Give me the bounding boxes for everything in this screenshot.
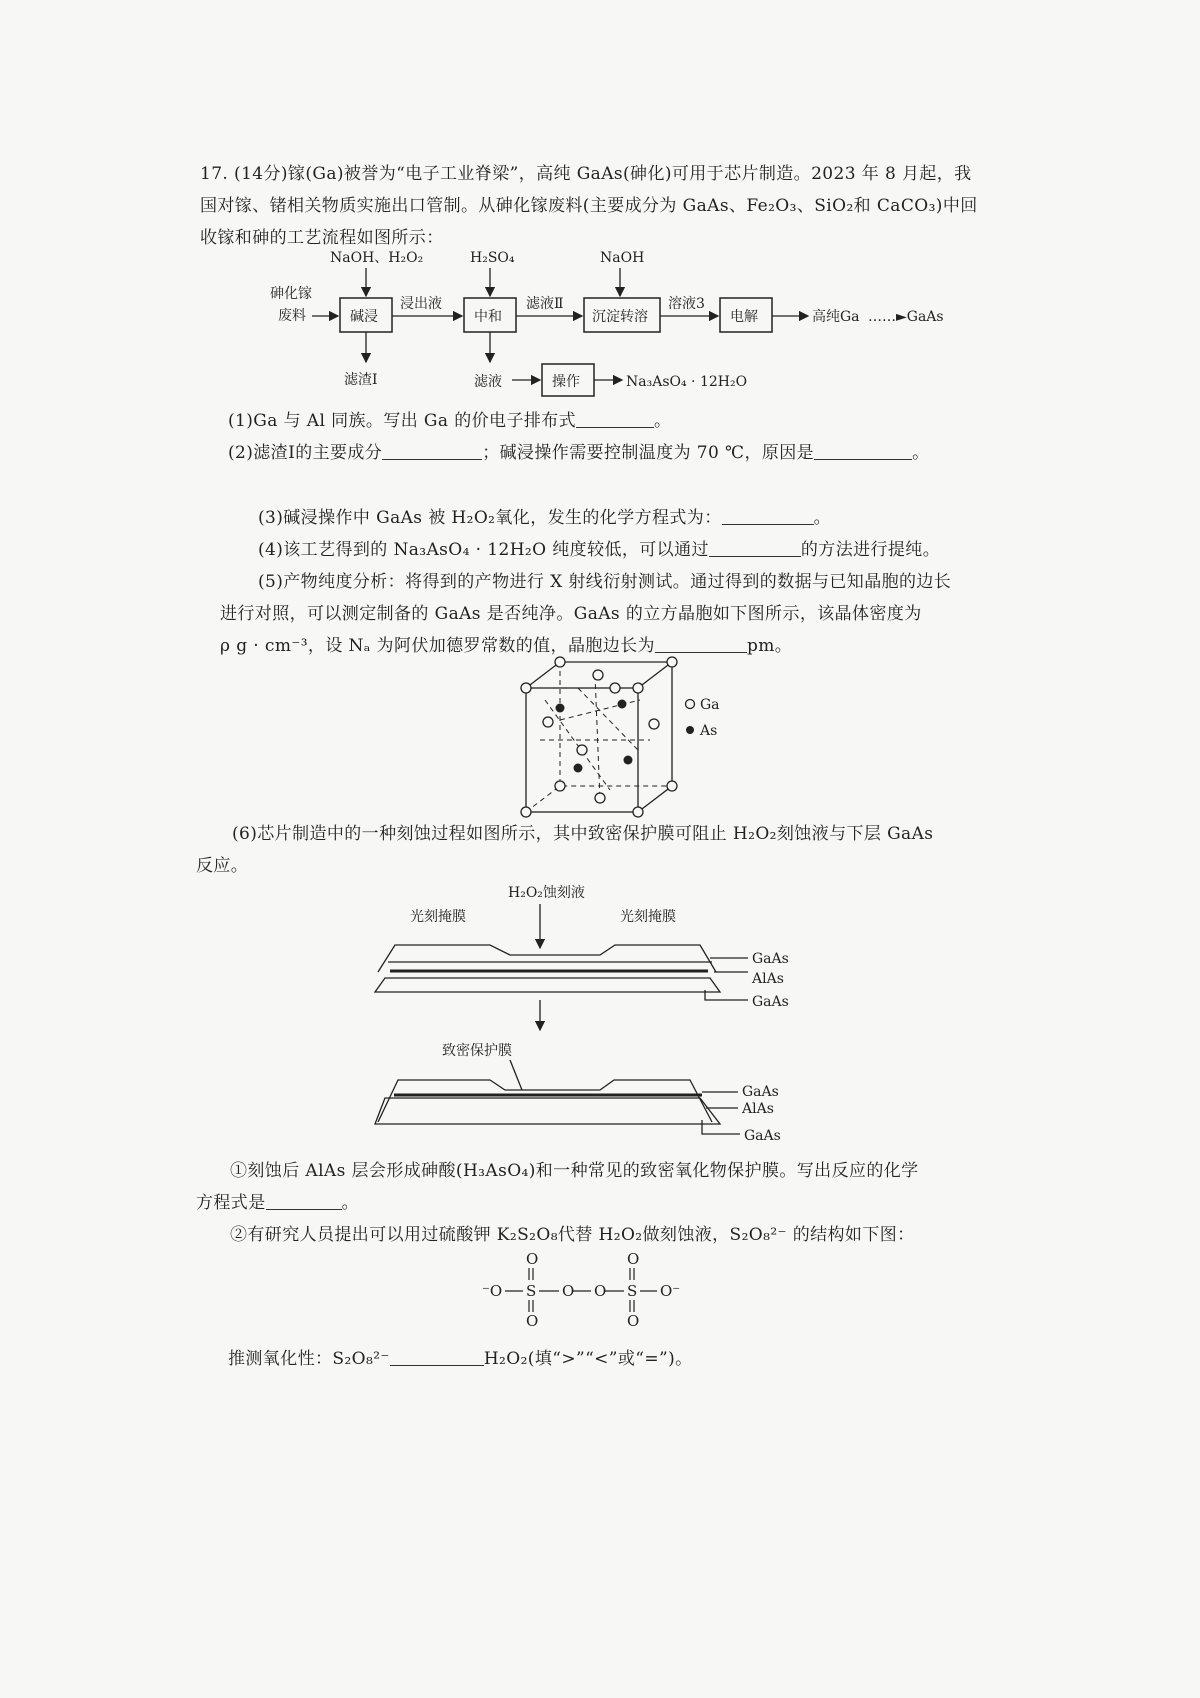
- question-6-3: 推测氧化性：S₂O₈²⁻ H₂O₂(填“>”“<”或“=”)。: [228, 1349, 693, 1369]
- question-6-1-line-2: 方程式是 。: [196, 1193, 360, 1213]
- s2-o-top: O: [627, 1250, 640, 1268]
- mask-right-label: 光刻掩膜: [620, 909, 676, 925]
- leach-label: 碱浸: [350, 309, 378, 325]
- s2-o-bottom: O: [627, 1312, 640, 1330]
- feed-label: 砷化镓: [270, 286, 312, 302]
- residue-1: 滤渣Ⅰ: [344, 372, 378, 388]
- question-5-line-2: 进行对照，可以测定制备的 GaAs 是否纯净。GaAs 的立方晶胞如下图所示，该晶体密度为: [220, 604, 922, 624]
- intro-line-2: 国对镓、锗相关物质实施出口管制。从砷化镓废料(主要成分为 GaAs、Fe₂O₃、SiO₂和 CaCO₃)中回: [200, 196, 978, 216]
- legend-as: As: [700, 723, 718, 739]
- question-5-line-3: ρ g · cm⁻³，设 Nₐ 为阿伏加德罗常数的值，晶胞边长为 pm。: [220, 636, 793, 656]
- question-4: (4)该工艺得到的 Na₃AsO₄ · 12H₂O 纯度较低，可以通过 的方法进行提纯。: [258, 540, 941, 560]
- stream-2: 滤液Ⅱ: [526, 296, 564, 312]
- intro-line-3: 收镓和砷的工艺流程如图所示：: [200, 228, 444, 248]
- legend-ga: Ga: [700, 697, 720, 713]
- bridge-o-2: O: [594, 1282, 607, 1300]
- neutralize-label: 中和: [474, 309, 502, 325]
- s1-o-top: O: [526, 1250, 539, 1268]
- question-6-2: ②有研究人员提出可以用过硫酸钾 K₂S₂O₈代替 H₂O₂做刻蚀液，S₂O₈²⁻ 的结构如下图：: [230, 1225, 915, 1245]
- intro-line-1: 17. (14分)镓(Ga)被誉为“电子工业脊梁”，高纯 GaAs(砷化)可用于芯片制造。2023 年 8 月起，我: [200, 164, 972, 184]
- b-layer-2-label: AlAs: [742, 1101, 774, 1117]
- question-2: (2)滤渣Ⅰ的主要成分 ；碱浸操作需要控制温度为 70 ℃，原因是 。: [228, 443, 930, 463]
- protect-label: 致密保护膜: [442, 1043, 512, 1059]
- layer-3-label: GaAs: [752, 994, 789, 1010]
- stream-1: 浸出液: [400, 296, 442, 312]
- precip-label: 沉淀转溶: [592, 309, 648, 325]
- reagent-3: NaOH: [600, 250, 645, 266]
- electrolysis-label: 电解: [730, 309, 758, 325]
- question-5-line-1: (5)产物纯度分析：将得到的产物进行 X 射线衍射测试。通过得到的数据与已知晶胞的边长: [258, 572, 952, 592]
- sulfur-1: S: [526, 1282, 537, 1300]
- question-6-line-1: (6)芯片制造中的一种刻蚀过程如图所示，其中致密保护膜可阻止 H₂O₂刻蚀液与下层 GaAs: [232, 824, 934, 844]
- reagent-1: NaOH、H₂O₂: [330, 250, 424, 266]
- etchant-label: H₂O₂蚀刻液: [508, 885, 585, 901]
- s1-o-bottom: O: [526, 1312, 539, 1330]
- sulfur-2: S: [627, 1282, 638, 1300]
- feed-label-2: 废料: [278, 308, 306, 324]
- product-2: Na₃AsO₄ · 12H₂O: [626, 374, 748, 390]
- question-6-1-line-1: ①刻蚀后 AlAs 层会形成砷酸(H₃AsO₄)和一种常见的致密氧化物保护膜。写出反应的化学: [230, 1161, 919, 1181]
- question-3: (3)碱浸操作中 GaAs 被 H₂O₂氧化，发生的化学方程式为： 。: [258, 508, 832, 528]
- bridge-o-1: O: [562, 1282, 575, 1300]
- reagent-2: H₂SO₄: [470, 250, 515, 266]
- layer-1-label: GaAs: [752, 951, 789, 967]
- layer-2-label: AlAs: [752, 971, 784, 987]
- b-layer-3-label: GaAs: [744, 1128, 781, 1144]
- o-minus-left: ⁻O: [482, 1282, 503, 1300]
- question-1: (1)Ga 与 Al 同族。写出 Ga 的价电子排布式 。: [228, 411, 672, 431]
- operation-label: 操作: [552, 374, 580, 390]
- answer-blank-6-3[interactable]: [390, 1348, 484, 1366]
- b-layer-1-label: GaAs: [742, 1084, 779, 1100]
- product-1b: ……►GaAs: [868, 309, 944, 325]
- product-1: 高纯Ga: [812, 309, 860, 325]
- o-minus-right: O⁻: [660, 1282, 681, 1300]
- question-6-line-2: 反应。: [196, 856, 249, 876]
- stream-3: 溶液3: [668, 296, 705, 312]
- filtrate-label: 滤液: [474, 374, 502, 390]
- mask-left-label: 光刻掩膜: [410, 909, 466, 925]
